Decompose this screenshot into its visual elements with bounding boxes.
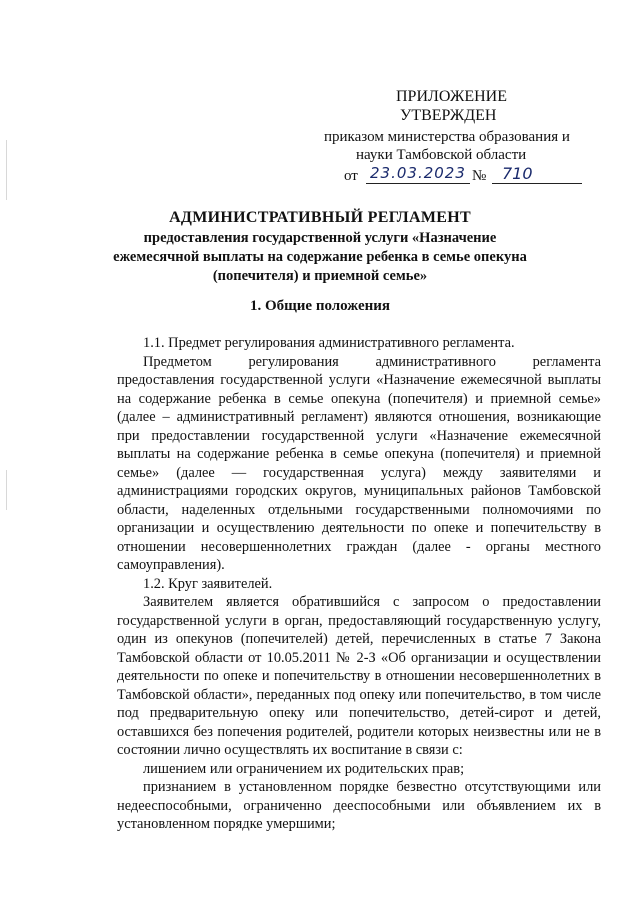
- number-sign: №: [472, 168, 487, 184]
- scan-margin-mark: [6, 470, 7, 510]
- paragraph-applicants-heading: 1.2. Круг заявителей.: [143, 575, 273, 592]
- order-number-handwritten: 710: [492, 164, 582, 184]
- document-subtitle: предоставления государственной услуги «Назначение ежемесячной выплаты на содержание ребенка в семье опекуна (попечителя) и приемной семье»: [113, 230, 527, 284]
- paragraph-list-item: признанием в установленном порядке безвестно отсутствующими или недееспособными, ограниченно дееспособными или объявлением их в установленном порядке умершими;: [117, 779, 601, 832]
- scan-margin-mark: [6, 140, 7, 200]
- order-line-2: науки Тамбовской области: [356, 147, 527, 163]
- section-heading: 1. Общие положения: [249, 298, 391, 314]
- paragraph-list-item: лишением или ограничением их родительских прав;: [143, 760, 465, 777]
- paragraph-subject-heading: 1.1. Предмет регулирования административного регламента.: [143, 335, 515, 351]
- date-prefix: от: [344, 168, 358, 184]
- paragraph-applicants-text: Заявителем является обратившийся с запросом о предоставлении государственной услуги в орган, предоставляющий государственную услугу, один из опекунов (попечителей) детей, перечисленных в статье 7 Закона Тамбовской области от 10.05.2011 № 2-З «Об организации и осуществлении деятельности по опеке и попечительству в отношении несовершеннолетних в Тамбовской области», переданных под опеку или попечительство, в том числе под предварительную опеку или попечительство, детей-сирот и детей, оставшихся без попечения родителей, родители которых неизвестны или не в состоянии лично осуществлять их воспитание в связи с:: [117, 594, 601, 758]
- appendix-label: ПРИЛОЖЕНИЕ: [396, 88, 508, 105]
- document-title: АДМИНИСТРАТИВНЫЙ РЕГЛАМЕНТ: [169, 209, 471, 226]
- order-line-1: приказом министерства образования и: [324, 129, 570, 145]
- order-date-line: [344, 166, 572, 186]
- document-body: [117, 334, 601, 834]
- paragraph-subject-text: Предметом регулирования административного регламента предоставления государственной услуги «Назначение ежемесячной выплаты на содержание ребенка в семье опекуна (попечителя) и приемной семье» (далее – административный регламент) являются отношения, возникающие при предоставлении государственной услуги «Назначение ежемесячной выплаты на содержание ребенка в семье опекуна (попечителя) и приемной семье» (далее — государственная услуга) между заявителями и администрациями городских округов, муниципальных районов Тамбовской области, наделенных отдельными государственными полномочиями по организации и осуществлению деятельности по опеке и попечительству в отношении несовершеннолетних граждан (далее - органы местного самоуправления).: [117, 353, 601, 573]
- order-date-handwritten: 23.03.2023: [366, 164, 470, 184]
- approved-label: УТВЕРЖДЕН: [400, 107, 497, 124]
